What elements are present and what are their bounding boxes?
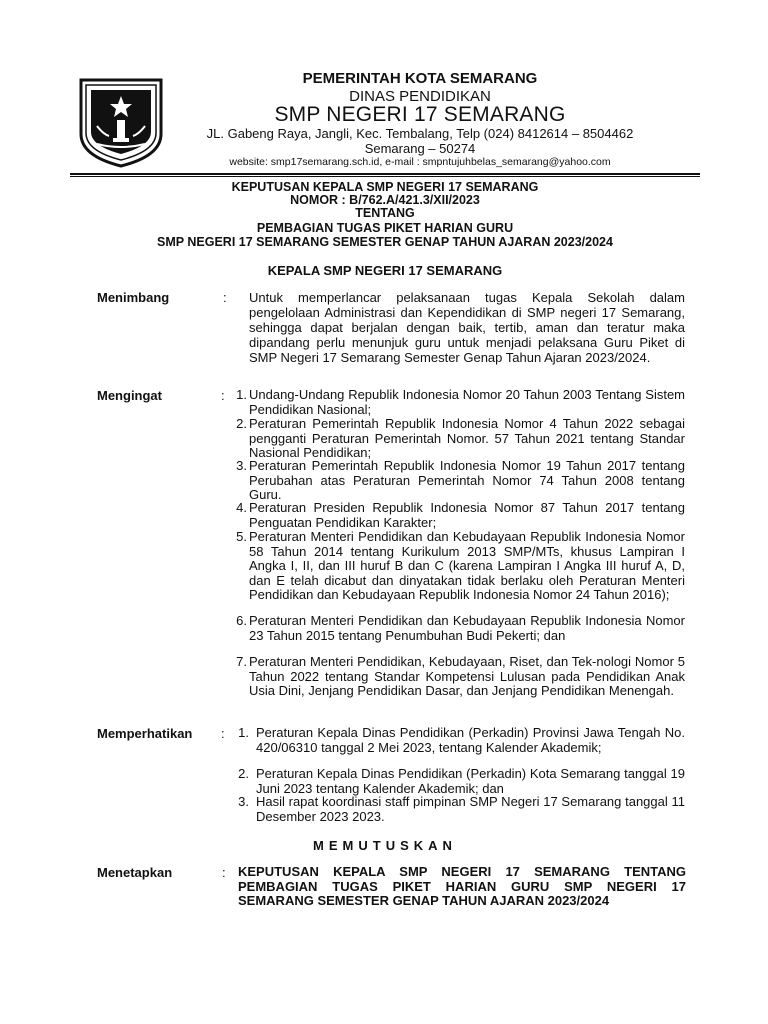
item-number: 3. bbox=[236, 458, 247, 473]
item-text: Peraturan Menteri Pendidikan dan Kebudayaan Republik Indonesia Nomor 58 Tahun 2014 tentang Kurikulum 2013 SMP/MTs, khusus Lampiran I Angka I, II, dan III huruf B dan C (karena Lampiran I Angka III huruf A, D, dan E telah dicabut dan dinyatakan tidak berlaku oleh Peraturan Menteri Pendidikan dan Kebudayaan Republik Indonesia Nomor 24 Tahun 2016); bbox=[249, 529, 685, 603]
item-text: Peraturan Kepala Dinas Pendidikan (Perkadin) Kota Semarang tanggal 19 Juni 2023 tentang Kalender Akademik; dan bbox=[256, 766, 685, 796]
menetapkan-label: Menetapkan bbox=[97, 865, 173, 880]
item-number: 6. bbox=[236, 613, 247, 628]
item-text: Peraturan Pemerintah Republik Indonesia Nomor 19 Tahun 2017 tentang Perubahan atas Peraturan Pemerintah Nomor 74 Tahun 2008 tentang Guru. bbox=[249, 458, 685, 503]
item-text: Peraturan Menteri Pendidikan, Kebudayaan, Riset, dan Tek-nologi Nomor 5 Tahun 2022 tentang Standar Kompetensi Lulusan pada Pendidikan Anak Usia Dini, Jenjang Pendidikan Dasar, dan Jenjang Pendidikan Menengah. bbox=[249, 654, 685, 699]
government-name: PEMERINTAH KOTA SEMARANG bbox=[302, 70, 538, 87]
city-emblem-icon bbox=[77, 76, 165, 168]
item-number: 4. bbox=[236, 500, 247, 515]
item-number: 2. bbox=[236, 416, 247, 431]
item-text: Hasil rapat koordinasi staff pimpinan SMP Negeri 17 Semarang tanggal 11 Desember 2023 2023. bbox=[256, 794, 685, 824]
decree-issuer: KEPALA SMP NEGERI 17 SEMARANG bbox=[267, 263, 503, 278]
memutuskan-heading: MEMUTUSKAN bbox=[313, 838, 457, 853]
school-contact: website: smp17semarang.sch.id, e-mail : smpntujuhbelas_semarang@yahoo.com bbox=[229, 156, 611, 168]
department-name: DINAS PENDIDIKAN bbox=[349, 88, 491, 105]
decree-title: KEPUTUSAN KEPALA SMP NEGERI 17 SEMARANG bbox=[231, 180, 539, 194]
letterhead-divider-thick bbox=[70, 173, 700, 175]
item-number: 1. bbox=[238, 725, 249, 740]
mengingat-colon: : bbox=[221, 388, 225, 403]
item-number: 3. bbox=[238, 794, 249, 809]
memperhatikan-label: Memperhatikan bbox=[97, 726, 193, 741]
item-number: 7. bbox=[236, 654, 247, 669]
menimbang-text: Untuk memperlancar pelaksanaan tugas Kepala Sekolah dalam pengelolaan Administrasi dan Kependidikan di SMP negeri 17 Semarang, sehingga dapat berjalan dengan baik, tertib, aman dan teratur maka dipandang perlu menunjuk guru untuk menjadi pelaksana Guru Piket di SMP Negeri 17 Semarang Semester Genap Tahun Ajaran 2023/2024. bbox=[249, 290, 685, 365]
item-number: 1. bbox=[236, 387, 247, 402]
decree-number: NOMOR : B/762.A/421.3/XII/2023 bbox=[290, 193, 480, 207]
mengingat-label: Mengingat bbox=[97, 388, 162, 403]
decree-subject: PEMBAGIAN TUGAS PIKET HARIAN GURU bbox=[256, 221, 514, 235]
item-number: 5. bbox=[236, 529, 247, 544]
item-text: Peraturan Pemerintah Republik Indonesia Nomor 4 Tahun 2022 sebagai pengganti Peraturan Pemerintah Nomor. 57 Tahun 2021 tentang Standar Nasional Pendidikan; bbox=[249, 416, 685, 461]
item-text: Peraturan Menteri Pendidikan dan Kebudayaan Republik Indonesia Nomor 23 Tahun 2015 tentang Penumbuhan Budi Pekerti; dan bbox=[249, 613, 685, 643]
menetapkan-colon: : bbox=[222, 865, 226, 880]
item-number: 2. bbox=[238, 766, 249, 781]
menetapkan-text: KEPUTUSAN KEPALA SMP NEGERI 17 SEMARANG TENTANG PEMBAGIAN TUGAS PIKET HARIAN GURU SMP NEGERI 17 SEMARANG SEMESTER GENAP TAHUN AJARAN 2023/2024 bbox=[238, 864, 686, 909]
item-text: Peraturan Kepala Dinas Pendidikan (Perkadin) Provinsi Jawa Tengah No. 420/06310 tanggal 2 Mei 2023, tentang Kalender Akademik; bbox=[256, 725, 685, 755]
item-text: Peraturan Presiden Republik Indonesia Nomor 87 Tahun 2017 tentang Penguatan Pendidikan Karakter; bbox=[249, 500, 685, 530]
menimbang-colon: : bbox=[223, 290, 227, 305]
school-city: Semarang – 50274 bbox=[364, 141, 476, 156]
decree-subject-scope: SMP NEGERI 17 SEMARANG SEMESTER GENAP TAHUN AJARAN 2023/2024 bbox=[157, 235, 613, 249]
letterhead-divider-thin bbox=[70, 176, 700, 177]
school-address: JL. Gabeng Raya, Jangli, Kec. Tembalang, Telp (024) 8412614 – 8504462 bbox=[206, 126, 634, 141]
decree-tentang: TENTANG bbox=[355, 206, 415, 220]
item-text: Undang-Undang Republik Indonesia Nomor 20 Tahun 2003 Tentang Sistem Pendidikan Nasional; bbox=[249, 387, 685, 417]
memperhatikan-colon: : bbox=[221, 726, 225, 741]
menimbang-label: Menimbang bbox=[97, 290, 170, 305]
school-name: SMP NEGERI 17 SEMARANG bbox=[274, 103, 566, 126]
